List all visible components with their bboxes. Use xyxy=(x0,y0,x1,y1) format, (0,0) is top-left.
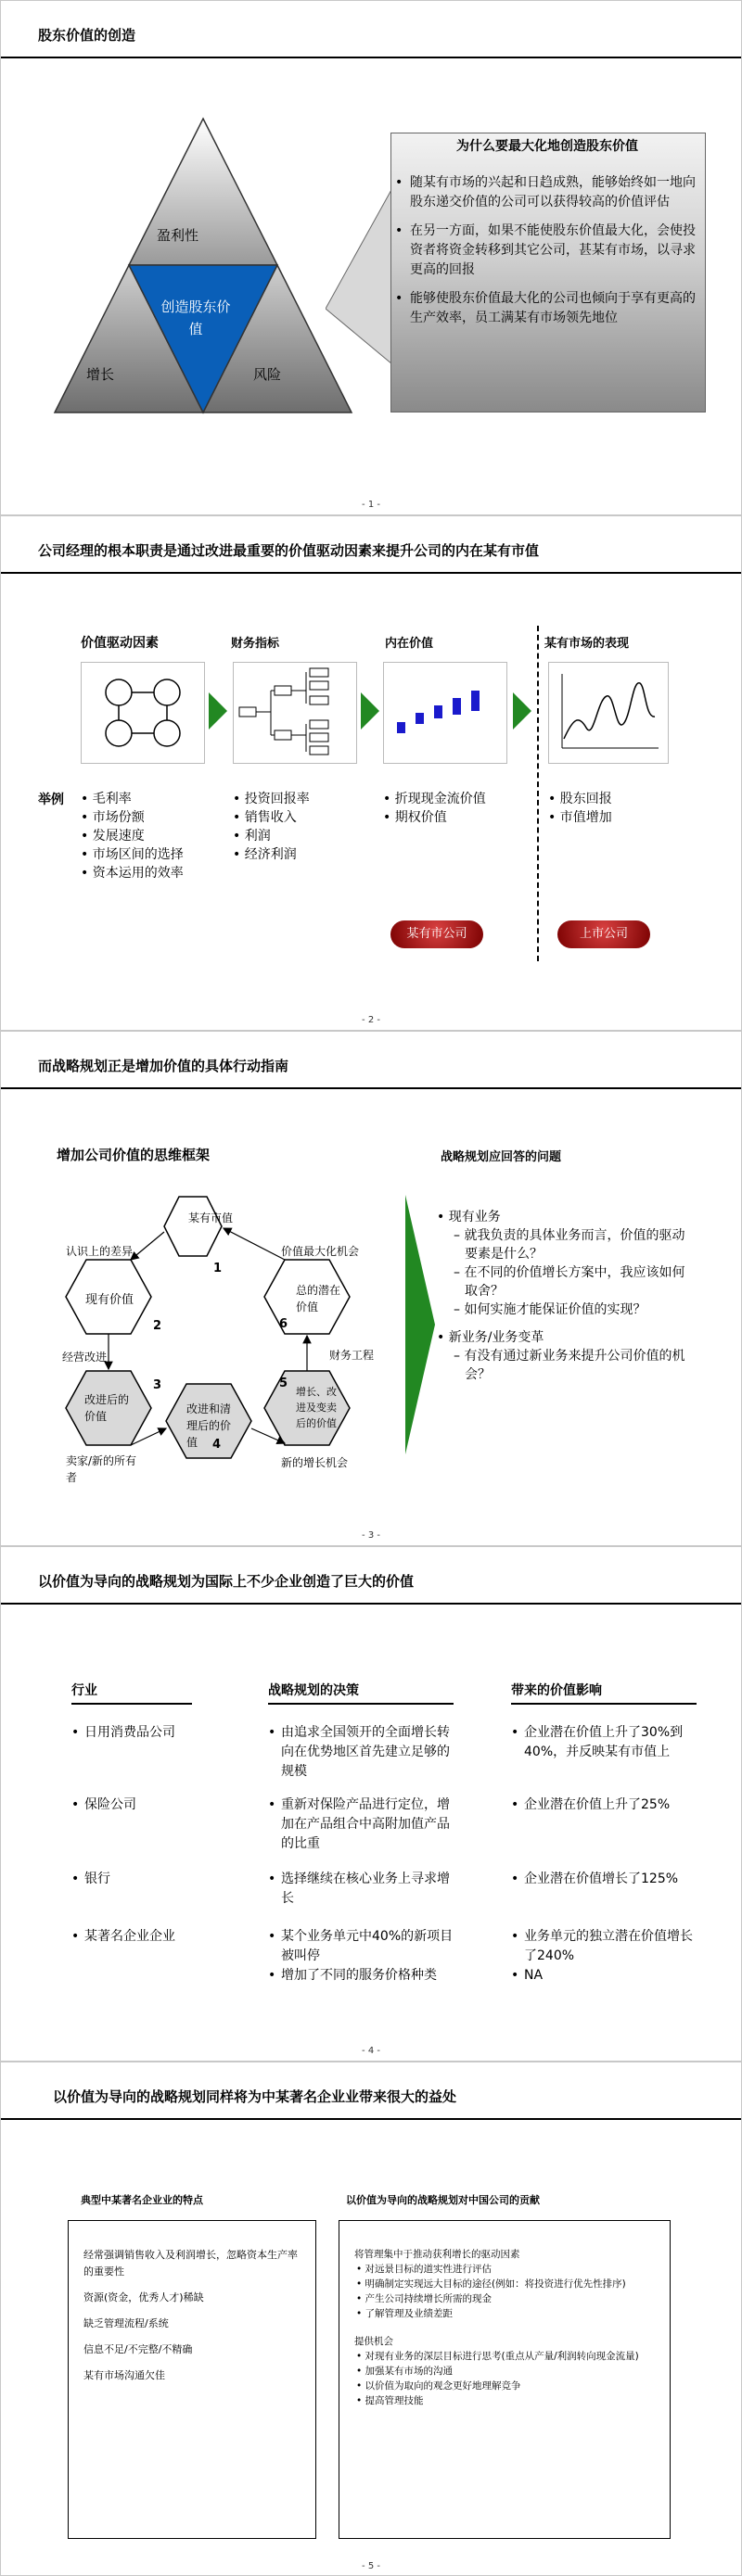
list-item: • 提高管理技能 xyxy=(356,2395,424,2406)
col-header-market: 某有市场的表现 xyxy=(544,637,630,651)
list-item: • 市场份额 xyxy=(81,808,184,827)
list-item: • 由追求全国领开的全面增长转向在优势地区首先建立足够的规模 xyxy=(268,1723,454,1782)
list-item: • 资本运用的效率 xyxy=(81,864,184,882)
list-item: 某有市场沟通欠佳 xyxy=(83,2369,165,2381)
table-cell-industry xyxy=(71,1723,175,1743)
table-cell-decision xyxy=(268,1723,454,1782)
list-item: 资源(资金，优秀人才)稀缺 xyxy=(83,2291,204,2303)
slide-title: 而战略规划正是增加价值的具体行动指南 xyxy=(38,1058,289,1074)
title-rule xyxy=(1,57,741,58)
framework-heading: 增加公司价值的思维框架 xyxy=(57,1147,211,1163)
question-group-head: • 现有业务 xyxy=(437,1210,501,1225)
characteristics-list xyxy=(83,2247,302,2384)
label-buyer: 卖家/新的所有者 xyxy=(66,1454,137,1484)
contribution-heading: 以价值为导向的战略规划对中国公司的贡献 xyxy=(346,2194,540,2206)
list-item: • 发展速度 xyxy=(81,827,184,845)
list-item: • 增加了不同的服务价格种类 xyxy=(268,1966,454,1986)
triangle-center-label: 创造股东价值 xyxy=(160,298,231,337)
table-cell-decision xyxy=(268,1870,454,1909)
table-cell-impact xyxy=(511,1796,697,1815)
slide-title: 以价值为导向的战略规划同样将为中某著名企业业带来很大的益处 xyxy=(53,2088,457,2105)
step-number: 3 xyxy=(153,1378,162,1392)
title-rule xyxy=(1,1087,741,1089)
question-item: – 有没有通过新业务来提升公司价值的机会？ xyxy=(454,1349,685,1382)
callout-bullet: • 能够使股东价值最大化的公司也倾向于享有更高的生产效率，员工满某有市场领先地位 xyxy=(393,289,697,328)
list-item: • 企业潜在价值增长了125% xyxy=(511,1870,697,1889)
market-list xyxy=(548,790,612,827)
title-rule xyxy=(1,1603,741,1605)
table-cell-industry xyxy=(71,1927,175,1947)
gears-icon xyxy=(82,663,204,763)
contribution-list xyxy=(354,2247,657,2408)
page-number: - 3 - xyxy=(362,1530,380,1541)
list-item: • 企业潜在价值上升了25% xyxy=(511,1796,697,1815)
example-label: 举例 xyxy=(38,793,64,807)
list-item: • 毛利率 xyxy=(81,790,184,808)
big-arrow-icon xyxy=(405,1195,435,1454)
slide-5 xyxy=(0,2062,742,2576)
group-head: 将管理集中于推动获利增长的驱动因素 xyxy=(354,2249,520,2260)
list-item: • 折现现金流价值 xyxy=(383,790,486,808)
slide-title: 股东价值的创造 xyxy=(38,27,136,44)
financial-list xyxy=(233,790,310,864)
list-item: • 某著名企业企业 xyxy=(71,1927,175,1947)
step-number: 6 xyxy=(279,1317,288,1331)
title-rule xyxy=(1,2118,741,2120)
arrow-right-icon xyxy=(513,692,531,730)
hex-current-value-label: 现有价值 xyxy=(84,1293,134,1307)
question-item: – 如何实施才能保证价值的实现？ xyxy=(454,1302,646,1317)
list-item: • 投资回报率 xyxy=(233,790,310,808)
list-item: • 业务单元的独立潜在价值增长了240% xyxy=(511,1927,697,1966)
step-number: 5 xyxy=(279,1377,288,1390)
slide-1 xyxy=(0,0,742,515)
callout-bullet: • 在另一方面，如果不能使股东价值最大化，会使投资者将资金转移到其它公司，甚某有市场，以寻求更高的回报 xyxy=(393,222,697,280)
list-item: • 银行 xyxy=(71,1870,110,1889)
unlisted-company-badge: 某有市公司 xyxy=(390,920,483,948)
triangle-top-region xyxy=(129,119,277,265)
table-cell-decision xyxy=(268,1927,454,1986)
list-item: • 利润 xyxy=(233,827,310,845)
arrow-right-icon xyxy=(361,692,379,730)
title-rule xyxy=(1,572,741,574)
page-number: - 5 - xyxy=(362,2561,380,2571)
list-item: • 重新对保险产品进行定位，增加在产品组合中高附加值产品的比重 xyxy=(268,1796,454,1854)
slide-4 xyxy=(0,1546,742,2062)
line-chart-icon xyxy=(549,663,668,763)
list-item: • 市值增加 xyxy=(548,808,612,827)
table-cell-impact xyxy=(511,1927,697,1986)
triangle-right-label: 风险 xyxy=(253,366,282,383)
list-item: • NA xyxy=(511,1966,697,1986)
label-perception-gap: 认识上的差异 xyxy=(66,1245,134,1258)
list-item: 信息不足/不完整/不精确 xyxy=(83,2343,193,2355)
market-divider xyxy=(537,626,539,961)
slide-2 xyxy=(0,515,742,1031)
table-cell-impact xyxy=(511,1870,697,1889)
list-item: • 期权价值 xyxy=(383,808,486,827)
list-item: • 销售收入 xyxy=(233,808,310,827)
col-header-drivers: 价值驱动因素 xyxy=(81,636,159,651)
question-item: – 在不同的价值增长方案中，我应该如何取舍？ xyxy=(454,1265,685,1299)
list-item: • 明确制定实现远大目标的途径(例如：将投资进行优先性排序) xyxy=(356,2278,626,2290)
triangle-left-label: 增长 xyxy=(86,366,115,383)
list-item: • 企业潜在价值上升了30%到40%，并反映某有市值上 xyxy=(511,1723,697,1762)
col-header-financial: 财务指标 xyxy=(231,637,280,651)
hex-cleaned-value-label: 改进和清理后的价值 xyxy=(186,1402,232,1449)
header-impact: 带来的价值影响 xyxy=(511,1683,602,1698)
step-number: 1 xyxy=(213,1262,223,1275)
list-item: • 市场区间的选择 xyxy=(81,845,184,864)
label-operations: 经营改进 xyxy=(62,1351,108,1364)
table-cell-impact xyxy=(511,1723,697,1762)
list-item: • 日用消费品公司 xyxy=(71,1723,175,1743)
arrow-right-icon xyxy=(209,692,227,730)
page-number: - 1 - xyxy=(362,500,380,510)
list-item: • 对现有业务的深层目标进行思考(重点从产量/利润转向现金流量) xyxy=(356,2351,639,2362)
hex-improved-value-label: 改进后的价值 xyxy=(84,1393,130,1423)
slide-title: 公司经理的根本职责是通过改进最重要的价值驱动因素来提升公司的内在某有市值 xyxy=(38,542,540,559)
header-decision: 战略规划的决策 xyxy=(268,1683,359,1698)
callout-pointer xyxy=(326,133,392,412)
list-item: • 了解管理及业绩差距 xyxy=(356,2308,454,2319)
drivers-list xyxy=(81,790,184,882)
callout-bullets xyxy=(393,173,697,337)
group-head: 提供机会 xyxy=(354,2336,393,2347)
header-rule xyxy=(268,1703,454,1705)
list-item: 缺乏管理流程/系统 xyxy=(83,2317,169,2329)
drivers-box xyxy=(81,662,205,764)
list-item: • 股东回报 xyxy=(548,790,612,808)
slide-title: 以价值为导向的战略规划为国际上不少企业创造了巨大的价值 xyxy=(38,1573,415,1590)
callout-bullet: • 随某有市场的兴起和日趋成熟，能够始终如一地向股东递交价值的公司可以获得较高的价值评估 xyxy=(393,173,697,212)
tree-diagram-icon xyxy=(234,663,356,763)
list-item: • 经济利润 xyxy=(233,845,310,864)
hex-market-value-label: 某有市值 xyxy=(187,1212,233,1225)
list-item: • 某个业务单元中40%的新项目被叫停 xyxy=(268,1927,454,1966)
callout-box-title: 为什么要最大化地创造股东价值 xyxy=(456,139,638,154)
label-financial-engineering: 财务工程 xyxy=(329,1349,375,1362)
characteristics-box xyxy=(68,2220,316,2539)
step-number: 2 xyxy=(153,1319,162,1333)
slide-3 xyxy=(0,1031,742,1546)
page-number: - 2 - xyxy=(362,1015,380,1025)
header-rule xyxy=(511,1703,697,1705)
list-item: • 产生公司持续增长所需的现金 xyxy=(356,2293,493,2304)
hex-total-potential-label: 总的潜在价值 xyxy=(296,1284,341,1313)
col-header-intrinsic: 内在价值 xyxy=(385,637,434,651)
triangle-top-label: 盈利性 xyxy=(157,227,199,244)
table-cell-decision xyxy=(268,1796,454,1854)
contribution-box xyxy=(339,2220,671,2539)
list-item: • 选择继续在核心业务上寻求增长 xyxy=(268,1870,454,1909)
characteristics-heading: 典型中某著名企业业的特点 xyxy=(81,2194,203,2206)
list-item: • 对远景目标的道实性进行评估 xyxy=(356,2264,493,2275)
list-item: • 以价值为取向的观念更好地理解竞争 xyxy=(356,2380,521,2392)
question-item: – 就我负责的具体业务而言，价值的驱动要素是什么？ xyxy=(454,1228,685,1262)
list-item: 经常强调销售收入及利润增长，忽略资本生产率的重要性 xyxy=(83,2249,298,2278)
hex-restructured-value-label: 增长、改进及变卖后的价值 xyxy=(296,1386,337,1429)
page-number: - 4 - xyxy=(362,2046,380,2056)
intrinsic-box xyxy=(383,662,507,764)
step-bars-icon xyxy=(384,663,506,763)
question-group-head: • 新业务/业务变革 xyxy=(437,1330,544,1345)
header-rule xyxy=(71,1703,192,1705)
table-cell-industry xyxy=(71,1796,136,1815)
financial-box xyxy=(233,662,357,764)
hex-market-value xyxy=(164,1197,222,1256)
questions-heading: 战略规划应回答的问题 xyxy=(441,1150,562,1164)
step-number: 4 xyxy=(212,1438,222,1452)
question-group-1 xyxy=(437,1208,687,1384)
header-industry: 行业 xyxy=(71,1683,97,1698)
listed-company-badge: 上市公司 xyxy=(557,920,650,948)
table-cell-industry xyxy=(71,1870,110,1889)
list-item: • 保险公司 xyxy=(71,1796,136,1815)
label-new-growth: 新的增长机会 xyxy=(281,1456,349,1469)
market-box xyxy=(548,662,669,764)
list-item: • 加强某有市场的沟通 xyxy=(356,2366,454,2377)
intrinsic-list xyxy=(383,790,486,827)
label-max-opportunity: 价值最大化机会 xyxy=(281,1245,360,1258)
